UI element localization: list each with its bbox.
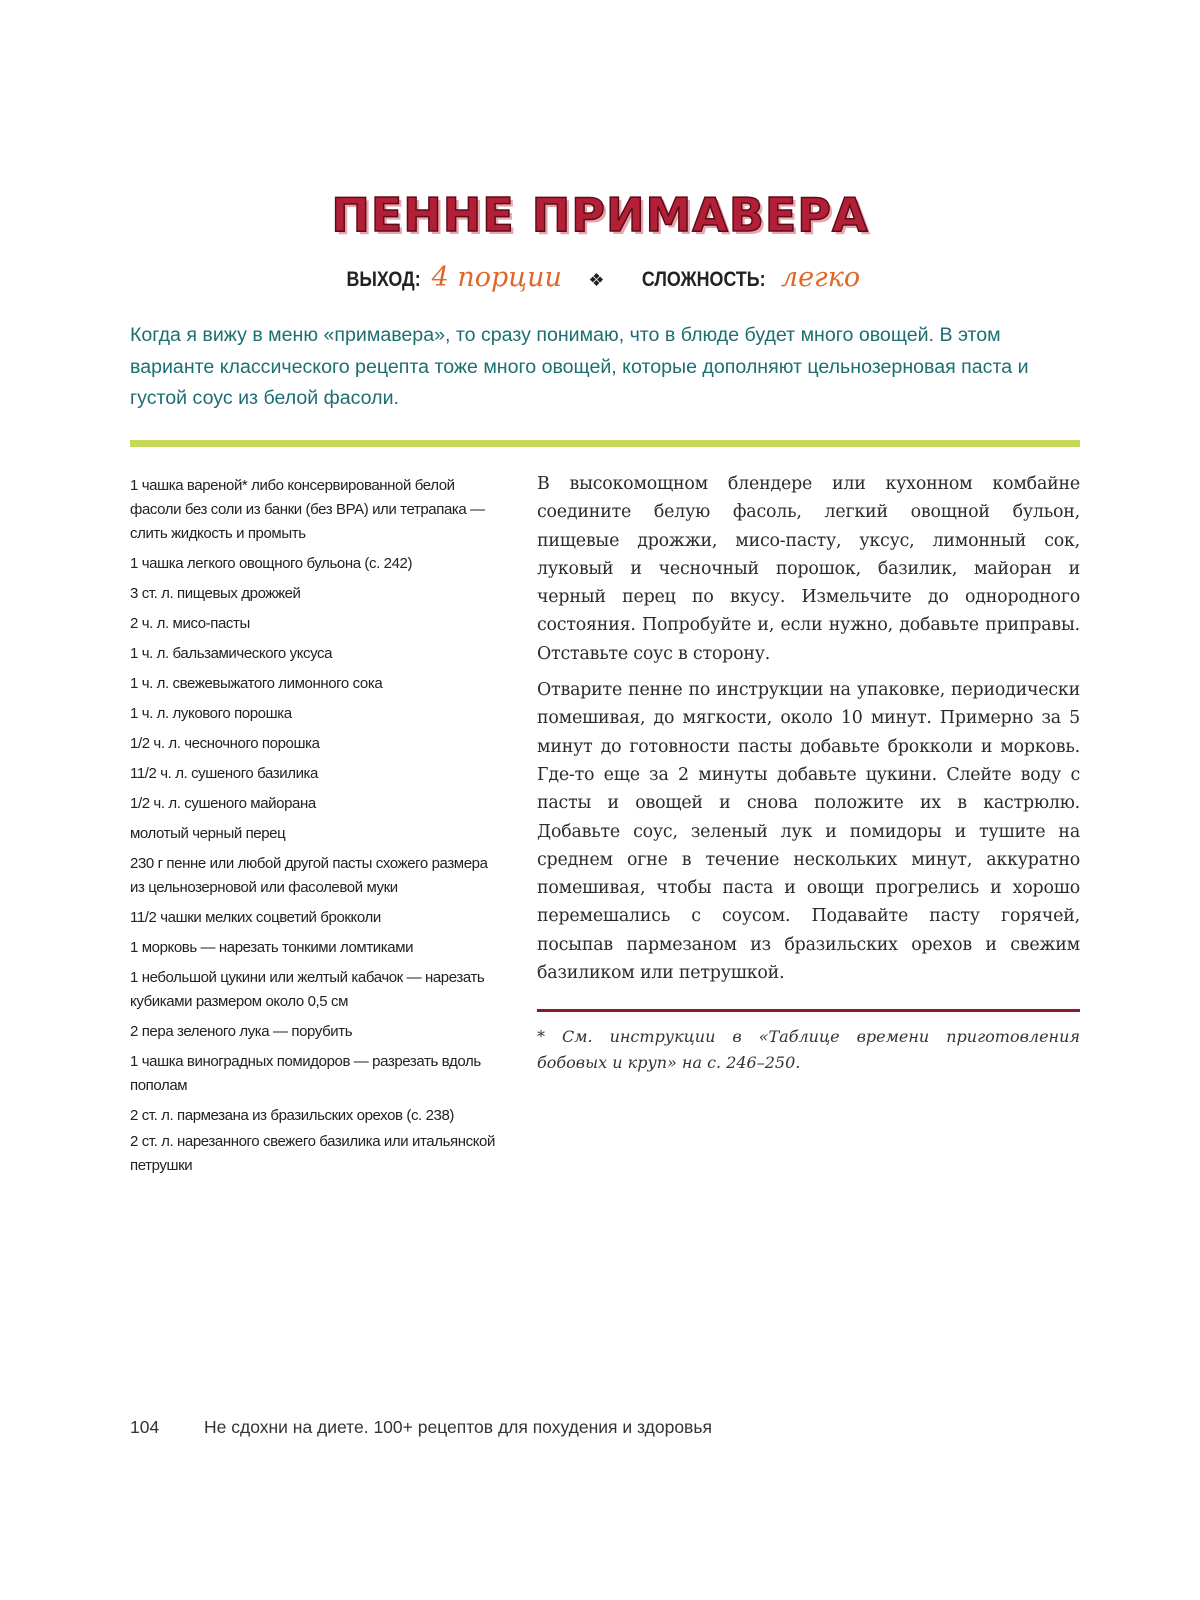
- recipe-title: ПЕННЕ ПРИМАВЕРА: [331, 188, 869, 242]
- diamond-separator-icon: ❖: [588, 270, 605, 290]
- ingredient-item: 1 ч. л. свежевыжатого лимонного сока: [130, 675, 383, 692]
- ingredient-item: 1/2 ч. л. сушеного майорана: [130, 795, 316, 812]
- ingredient-item: молотый черный перец: [130, 825, 286, 842]
- page-number: 104: [130, 1417, 160, 1437]
- method-step: Отварите пенне по инструкции на упаковке, периодически помешивая, до мягкости, около 10 минут. Примерно за 5 минут до готовности пасты добавьте брокколи и морковь. Где-то еще за 2 минуты добавьте цукини. Слейте воду с пасты и овощей и снова положите их в кастрюлю. Добавьте соус, зеленый лук и помидоры и тушите на среднем огне в течение нескольких минут, аккуратно помешивая, чтобы паста и овощи прогрелись и хорошо перемешались с соусом. Подавайте пасту горячей, посыпав пармезаном из бразильских орехов и свежим базиликом или петрушкой.: [537, 680, 1080, 984]
- recipe-meta: [0, 262, 1200, 293]
- method-section: [537, 470, 1080, 995]
- footnote-divider: [537, 1009, 1080, 1012]
- ingredient-list: [130, 474, 502, 1184]
- difficulty-label: СЛОЖНОСТЬ:: [641, 268, 766, 291]
- difficulty-value: легко: [780, 262, 861, 293]
- ingredient-item: 2 ст. л. нарезанного свежего базилика или итальянской петрушки: [130, 1133, 495, 1174]
- ingredient-item: 1 ч. л. лукового порошка: [130, 705, 292, 722]
- ingredient-item: 1 чашка вареной* либо консервированной белой фасоли без соли из банки (без BPA) или тетрапака — слить жидкость и промыть: [130, 477, 485, 542]
- ingredient-item: 3 ст. л. пищевых дрожжей: [130, 585, 301, 602]
- ingredient-item: 1 небольшой цукини или желтый кабачок — нарезать кубиками размером около 0,5 см: [130, 969, 485, 1010]
- ingredient-item: 2 ст. л. пармезана из бразильских орехов (с. 238): [130, 1107, 455, 1124]
- ingredient-item: 11/2 ч. л. сушеного базилика: [130, 765, 318, 782]
- ingredient-item: 11/2 чашки мелких соцветий брокколи: [130, 909, 381, 926]
- yield-label: ВЫХОД:: [346, 268, 421, 291]
- ingredient-item: 2 пера зеленого лука — порубить: [130, 1023, 353, 1040]
- recipe-intro: Когда я вижу в меню «примавера», то сразу понимаю, что в блюде будет много овощей. В этом варианте классического рецепта тоже много овощей, которые дополняют цельнозерновая паста и густой соус из белой фасоли.: [130, 324, 1029, 409]
- method-step: В высокомощном блендере или кухонном комбайне соедините белую фасоль, легкий овощной бульон, пищевые дрожжи, мисо-пасту, уксус, лимонный сок, луковый и чесночный порошок, базилик, майоран и черный перец по вкусу. Измельчите до однородного состояния. Попробуйте и, если нужно, добавьте приправы. Отставьте соус в сторону.: [537, 474, 1080, 664]
- footnote: * См. инструкции в «Таблице времени приготовления бобовых и круп» на с. 246–250.: [537, 1027, 1080, 1072]
- ingredient-item: 1 ч. л. бальзамического уксуса: [130, 645, 333, 662]
- ingredient-item: 1 чашка легкого овощного бульона (с. 242): [130, 555, 413, 572]
- ingredient-item: 2 ч. л. мисо-пасты: [130, 615, 250, 632]
- ingredient-item: 1/2 ч. л. чесночного порошка: [130, 735, 320, 752]
- page-footer: [130, 1417, 712, 1438]
- ingredient-item: 230 г пенне или любой другой пасты схожего размера из цельнозерновой или фасолевой муки: [130, 855, 488, 896]
- ingredient-item: 1 морковь — нарезать тонкими ломтиками: [130, 939, 414, 956]
- ingredient-item: 1 чашка виноградных помидоров — разрезать вдоль пополам: [130, 1053, 481, 1094]
- section-divider: [130, 440, 1080, 447]
- book-title: Не сдохни на диете. 100+ рецептов для похудения и здоровья: [204, 1417, 712, 1437]
- yield-value: 4 порции: [431, 262, 562, 293]
